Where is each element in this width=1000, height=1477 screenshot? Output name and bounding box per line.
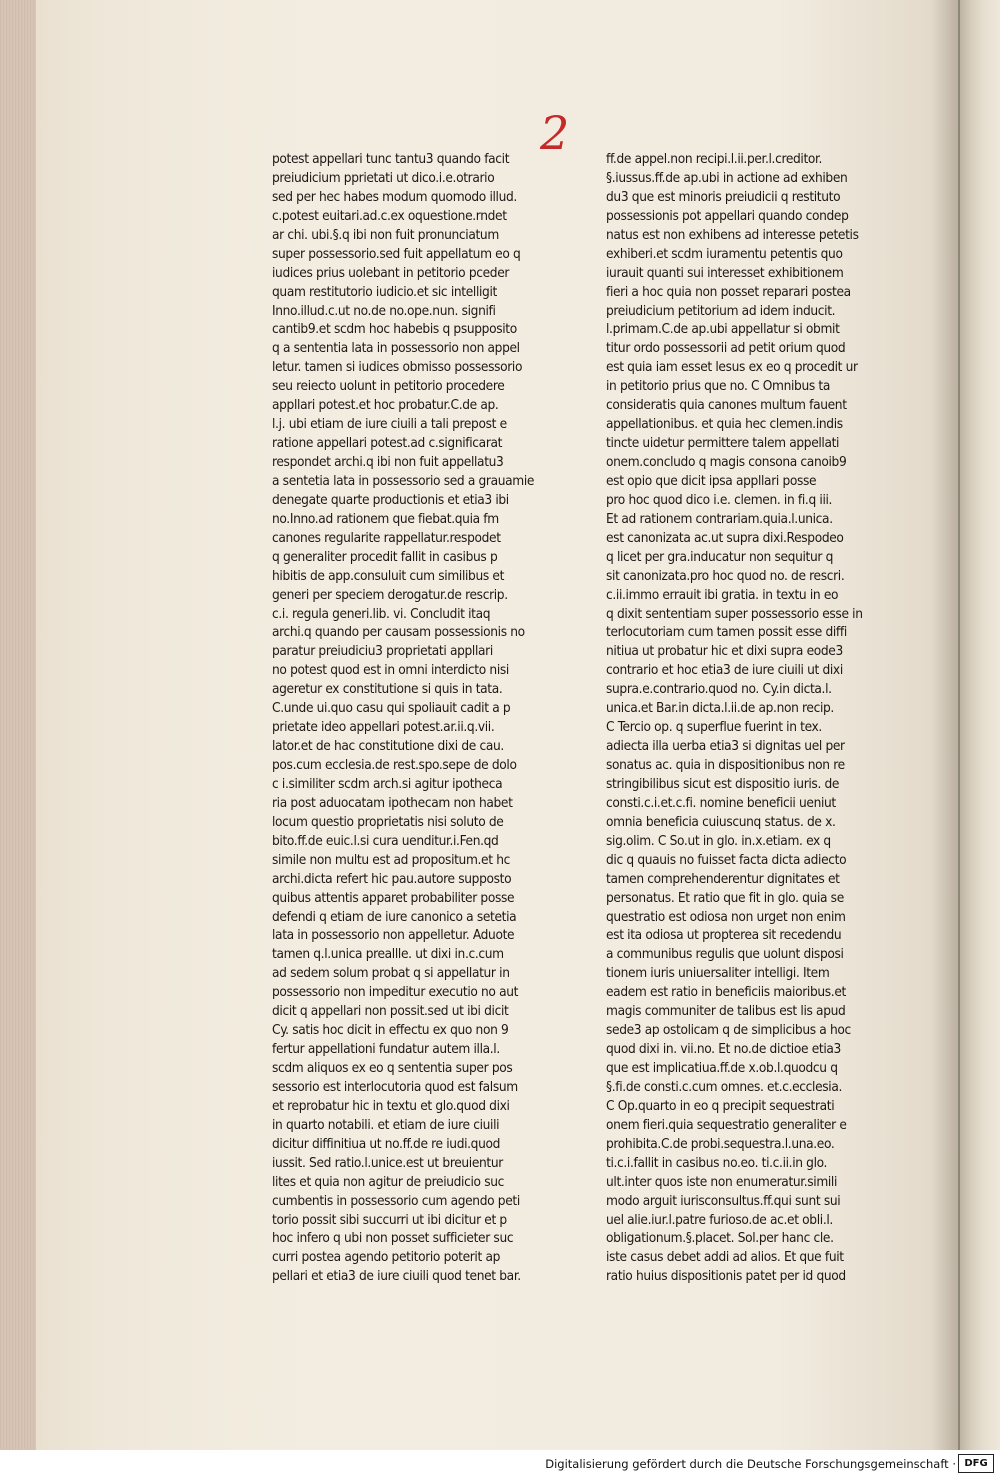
text-line: sit canonizata.pro hoc quod no. de rescri. (606, 567, 845, 584)
text-line: iussit. Sed ratio.l.unice.est ut breuientur (272, 1154, 503, 1171)
text-line: dic q quauis no fuisset facta dicta adiecto (606, 851, 847, 868)
text-line: adiecta illa uerba etia3 si dignitas uel per (606, 738, 845, 755)
text-line: in quarto notabili. et etiam de iure ciuili (272, 1116, 500, 1133)
text-line: no.Inno.ad rationem que fiebat.quia fm (272, 510, 499, 527)
text-line: hoc infero q ubi non posset sufficieter suc (272, 1230, 514, 1247)
text-line: canones regularite rappellatur.respodet (272, 529, 501, 546)
text-line: lites et quia non agitur de preiudicio suc (272, 1173, 504, 1190)
text-line: c i.similiter scdm arch.si agitur ipotheca (272, 775, 503, 792)
gutter-shadow (930, 0, 960, 1450)
text-line: ult.inter quos iste non enumeratur.simili (606, 1173, 838, 1190)
text-line: obligationum.§.placet. Sol.per hanc cle. (606, 1230, 834, 1247)
right-text-column (606, 150, 906, 1286)
text-line: a communibus regulis que uolunt disposi (606, 946, 844, 963)
text-line: iste casus debet addi ad alios. Et que fuit (606, 1249, 844, 1266)
text-line: sed per hec habes modum quomodo illud. (272, 188, 517, 205)
text-line: §.iussus.ff.de ap.ubi in actione ad exhiben (606, 169, 848, 186)
text-line: letur. tamen si iudices obmisso possessorio (272, 359, 523, 376)
text-line: est ita odiosa ut propterea sit recedendu (606, 927, 842, 944)
text-line: no potest quod est in omni interdicto nisi (272, 662, 509, 679)
text-line: titur ordo possessorii ad petit orium quod (606, 340, 846, 357)
text-line: ria post aduocatam ipothecam non habet (272, 794, 513, 811)
text-line: stringibilibus sicut est dispositio iuris. de (606, 775, 840, 792)
text-line: C.unde ui.quo casu qui spoliauit cadit a p (272, 700, 511, 717)
text-line: contrario et hoc etia3 de iure ciuili ut dixi (606, 662, 843, 679)
text-line: est quia iam esset lesus ex eo q procedit ur (606, 359, 858, 376)
text-line: defendi q etiam de iure canonico a setetia (272, 908, 517, 925)
text-line: tionem iuris uniuersaliter intelligi. Item (606, 965, 830, 982)
text-line: lata in possessorio non appelletur. Aduote (272, 927, 515, 944)
text-line: respondet archi.q ibi non fuit appellatu3 (272, 454, 504, 470)
text-line: Cy. satis hoc dicit in effectu ex quo non 9 (272, 1022, 509, 1039)
text-line: natus est non exhibens ad interesse petetis (606, 226, 859, 243)
text-line: dicitur diffinitiua ut no.ff.de re iudi.quod (272, 1135, 501, 1152)
text-line: nitiua ut probatur hic et dixi supra eode3 (606, 643, 843, 660)
text-line: q generaliter procedit fallit in casibus p (272, 548, 498, 565)
right-page-edges (958, 0, 1000, 1450)
text-line: unica.et Bar.in dicta.l.ii.de ap.non recip. (606, 700, 834, 717)
left-page-edges (0, 0, 36, 1450)
text-line: ar chi. ubi.§.q ibi non fuit pronunciatum (272, 226, 499, 243)
text-line: quam restitutorio iudicio.et sic intelligit (272, 283, 497, 300)
text-line: est canonizata ac.ut supra dixi.Respodeo (606, 529, 844, 546)
text-line: pos.cum ecclesia.de rest.spo.sepe de dolo (272, 757, 517, 773)
text-line: simile non multu est ad propositum.et hc (272, 851, 510, 868)
text-line: bito.ff.de euic.l.si cura uenditur.i.Fen.qd (272, 832, 499, 849)
text-line: cumbentis in possessorio cum agendo peti (272, 1192, 520, 1209)
text-line: §.fi.de consti.c.cum omnes. et.c.ecclesia. (606, 1078, 843, 1095)
text-line: pellari et etia3 de iure ciuili quod tenet bar. (272, 1268, 521, 1285)
text-line: c.potest euitari.ad.c.ex oquestione.rndet (272, 207, 507, 224)
text-line: est opio que dicit ipsa appllari posse (606, 472, 817, 489)
digitization-footer (0, 1450, 1000, 1477)
text-line: prohibita.C.de probi.sequestra.l.una.eo. (606, 1135, 835, 1152)
text-line: curri postea agendo petitorio poterit ap (272, 1249, 501, 1266)
text-line: Et ad rationem contrariam.quia.l.unica. (606, 510, 833, 527)
text-line: ratione appellari potest.ad c.significarat (272, 435, 503, 452)
text-line: ff.de appel.non recipi.l.ii.per.l.creditor. (606, 151, 823, 167)
dfg-logo: DFG (958, 1454, 994, 1473)
text-line: locum questio proprietatis nisi soluto de (272, 813, 504, 830)
text-line: archi.q quando per causam possessionis no (272, 624, 525, 641)
text-line: archi.dicta refert hic pau.autore supposto (272, 870, 512, 887)
text-line: C Op.quarto in eo q precipit sequestrati (606, 1097, 835, 1114)
text-line: appllari potest.et hoc probatur.C.de ap. (272, 397, 499, 414)
text-line: q a sententia lata in possessorio non appel (272, 340, 520, 357)
text-line: tincte uidetur permittere talem appellati (606, 435, 840, 452)
text-line: consideratis quia canones multum fauent (606, 397, 847, 414)
text-line: q licet per gra.inducatur non sequitur q (606, 548, 833, 565)
text-line: tamen comprehenderentur dignitates et (606, 870, 840, 887)
text-line: denegate quarte productionis et etia3 ibi (272, 491, 509, 508)
text-line: preiudicium pprietati ut dico.i.e.otrario (272, 169, 495, 186)
folio-number: 2 (540, 106, 570, 160)
text-line: quod dixi in. vii.no. Et no.de dictioe etia3 (606, 1041, 841, 1058)
text-line: fertur appellationi fundatur autem illa.l. (272, 1041, 500, 1058)
text-line: prietate ideo appellari potest.ar.ii.q.vii. (272, 719, 495, 736)
text-line: possessorio non impeditur executio no aut (272, 984, 519, 1001)
text-line: l.primam.C.de ap.ubi appellatur si obmit (606, 321, 840, 338)
text-line: ad sedem solum probat q si appellatur in (272, 965, 510, 982)
text-line: ratio huius dispositionis patet per id quod (606, 1268, 846, 1285)
left-text-column (272, 150, 572, 1286)
text-line: uel alie.iur.l.patre furioso.de ac.et obli.l. (606, 1211, 833, 1228)
text-line: in petitorio prius que no. C Omnibus ta (606, 378, 830, 395)
text-line: generi per speciem derogatur.de rescrip. (272, 586, 508, 603)
text-line: super possessorio.sed fuit appellatum eo q (272, 245, 521, 262)
text-line: omnia beneficia cuiuscunq status. de x. (606, 813, 836, 830)
text-line: du3 que est minoris preiudicii q restituto (606, 188, 841, 205)
text-line: modo arguit iurisconsultus.ff.qui sunt sui (606, 1192, 841, 1209)
text-line: iudices prius uolebant in petitorio pceder (272, 264, 510, 281)
text-line: appellationibus. et quia hec clemen.indis (606, 416, 843, 433)
text-line: quibus attentis apparet probabiliter posse (272, 889, 515, 906)
text-line: seu reiecto uolunt in petitorio procedere (272, 378, 505, 395)
text-line: onem.concludo q magis consona canoib9 (606, 454, 847, 470)
text-line: fieri a hoc quia non posset reparari postea (606, 283, 851, 300)
text-line: magis communiter de talibus est lis apud (606, 1003, 846, 1020)
text-line: hibitis de app.consuluit cum similibus et (272, 567, 505, 584)
text-line: paratur preiudiciu3 proprietati appllari (272, 643, 493, 660)
text-line: consti.c.i.et.c.fi. nomine beneficii ueniut (606, 794, 836, 811)
text-line: et reprobatur hic in textu et glo.quod dixi (272, 1097, 510, 1114)
text-line: torio possit sibi succurri ut ibi dicitur et p (272, 1211, 507, 1228)
text-line: l.j. ubi etiam de iure ciuili a tali prepost e (272, 416, 507, 433)
text-line: c.ii.immo errauit ibi gratia. in textu in eo (606, 586, 839, 603)
text-line: pro hoc quod dico i.e. clemen. in fi.q iii. (606, 491, 833, 508)
text-line: q dixit sententiam super possessorio esse in (606, 605, 863, 622)
text-line: sig.olim. C So.ut in glo. in.x.etiam. ex q (606, 832, 831, 849)
text-line: preiudicium petitorium ad idem inducit. (606, 302, 836, 319)
text-line: supra.e.contrario.quod no. Cy.in dicta.l. (606, 681, 832, 698)
text-line: exhiberi.et scdm iuramentu petentis quo (606, 245, 843, 262)
text-line: Inno.illud.c.ut no.de no.ope.nun. signifi (272, 302, 496, 319)
text-line: C Tercio op. q superflue fuerint in tex. (606, 719, 822, 736)
text-line: que est implicatiua.ff.de x.ob.l.quodcu q (606, 1060, 838, 1076)
text-line: terlocutoriam cum tamen possit esse diffi (606, 624, 847, 641)
text-line: personatus. Et ratio que fit in glo. quia se (606, 889, 844, 906)
text-line: sessorio est interlocutoria quod est falsum (272, 1078, 518, 1095)
text-line: a sentetia lata in possessorio sed a grauamie (272, 472, 535, 489)
text-line: sede3 ap ostolicam q de simplicibus a hoc (606, 1022, 851, 1039)
funding-credit: Digitalisierung gefördert durch die Deutsche Forschungsgemeinschaft · (545, 1457, 956, 1471)
text-line: tamen q.l.unica preallle. ut dixi in.c.cum (272, 946, 504, 963)
text-line: dicit q appellari non possit.sed ut ibi dicit (272, 1003, 509, 1020)
text-line: ti.c.i.fallit in casibus no.eo. ti.c.ii.in glo. (606, 1154, 828, 1171)
text-line: lator.et de hac constitutione dixi de cau. (272, 738, 504, 755)
text-line: sonatus ac. quia in dispositionibus non re (606, 757, 845, 773)
text-line: eadem est ratio in beneficiis maioribus.et (606, 984, 846, 1001)
text-line: iurauit quanti sui interesset exhibitionem (606, 264, 844, 281)
text-line: potest appellari tunc tantu3 quando facit (272, 151, 510, 167)
text-line: cantib9.et scdm hoc habebis q psupposito (272, 321, 517, 338)
text-line: ageretur ex constitutione si quis in tata. (272, 681, 503, 698)
text-line: c.i. regula generi.lib. vi. Concludit itaq (272, 605, 491, 622)
text-line: scdm aliquos ex eo q sententia super pos (272, 1060, 513, 1076)
text-line: questratio est odiosa non urget non enim (606, 908, 846, 925)
text-line: onem fieri.quia sequestratio generaliter e (606, 1116, 847, 1133)
text-line: possessionis pot appellari quando condep (606, 207, 849, 224)
